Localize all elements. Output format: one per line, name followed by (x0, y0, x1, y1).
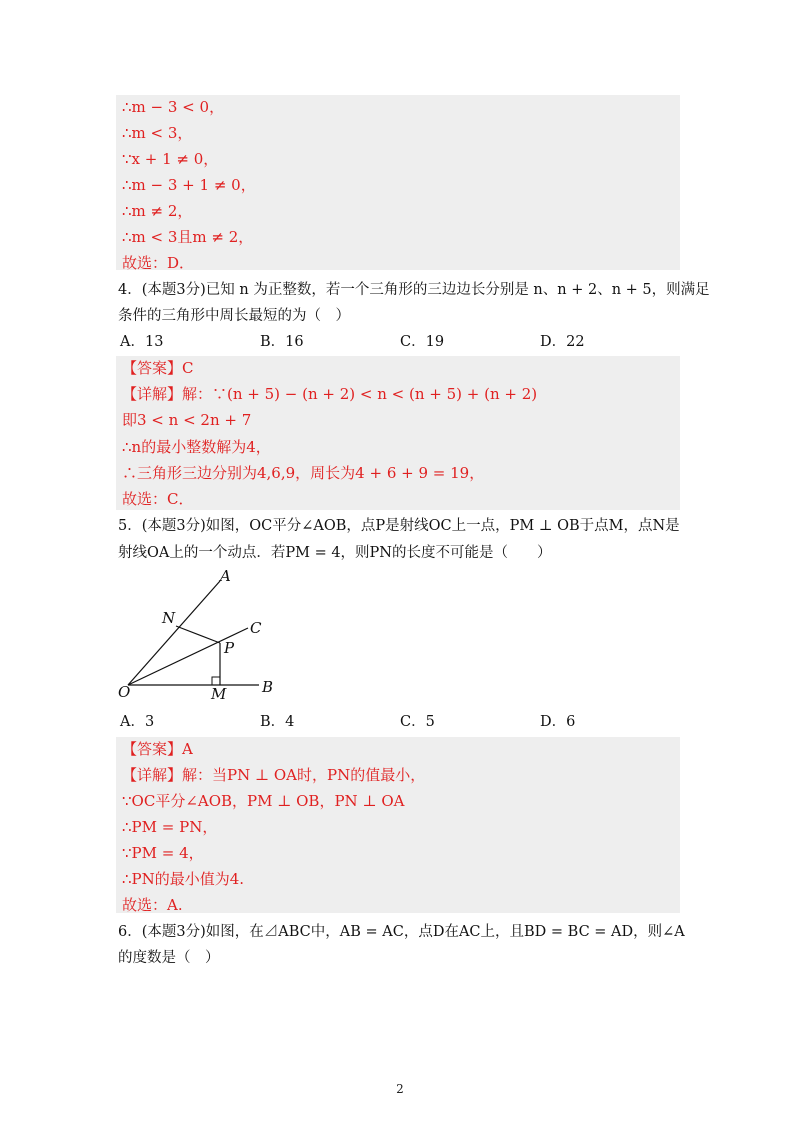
solution-line: 故选：D． (122, 254, 195, 272)
label-p: P (224, 639, 235, 657)
q5-option-b: B．4 (260, 714, 295, 730)
q5-detail-line: ∵OC平分∠AOB，PM ⊥ OB，PN ⊥ OA (122, 792, 405, 810)
q4-stem-line1: 4．(本题3分)已知 n 为正整数，若一个三角形的三边边长分别是 n、n + 2、n + 5，则满足 (118, 282, 710, 298)
right-angle-marker (212, 677, 220, 685)
solution-line: ∴m − 3 + 1 ≠ 0， (122, 176, 256, 194)
q4-detail-line: ∴三角形三边分别为4,6,9，周长为4 + 6 + 9 = 19， (122, 464, 485, 482)
q5-detail-line: ∴PM = PN， (122, 818, 218, 836)
label-b: B (262, 678, 274, 696)
segment-pn (176, 626, 220, 643)
ray-oa (128, 581, 220, 685)
q5-detail-line: ∵PM = 4， (122, 844, 204, 862)
q4-detail-line: 故选：C． (122, 490, 194, 508)
q4-option-c: C．19 (400, 334, 445, 350)
q4-option-b: B．16 (260, 334, 304, 350)
solution-line: ∴m − 3 < 0， (122, 98, 225, 116)
page-number: 2 (396, 1082, 404, 1096)
label-c: C (250, 619, 262, 637)
q5-stem-line1: 5．(本题3分)如图，OC平分∠AOB，点P是射线OC上一点，PM ⊥ OB于点M，点N是 (118, 518, 680, 534)
q4-detail-line: 【详解】解：∵(n + 5) − (n + 2) < n < (n + 5) + (n + 2) (122, 385, 538, 403)
q4-option-d: D．22 (540, 334, 585, 350)
q6-stem-line1: 6．(本题3分)如图，在⊿ABC中，AB = AC，点D在AC上，且BD = BC = AD，则∠A (118, 924, 685, 940)
q5-answer: 【答案】A (122, 740, 193, 758)
q4-detail-line: 即3 < n < 2n + 7 (122, 411, 252, 429)
solution-line: ∴m ≠ 2， (122, 202, 193, 220)
solution-line: ∵x + 1 ≠ 0， (122, 150, 219, 168)
q4-answer-block (116, 356, 680, 510)
label-m: M (211, 685, 227, 703)
q5-detail-line: ∴PN的最小值为4. (122, 870, 245, 888)
q4-option-a: A．13 (120, 334, 164, 350)
q6-stem-line2: 的度数是（ ） (118, 950, 220, 966)
label-a: A (220, 567, 231, 585)
label-n: N (162, 609, 176, 627)
solution-line: ∴m < 3， (122, 124, 193, 142)
q4-answer: 【答案】C (122, 359, 194, 377)
solution-line: ∴m < 3且m ≠ 2， (122, 228, 254, 246)
q5-option-a: A．3 (120, 714, 155, 730)
q5-option-c: C．5 (400, 714, 435, 730)
q5-detail-line: 故选：A. (122, 896, 183, 914)
label-o: O (118, 683, 131, 701)
q5-stem-line2: 射线OA上的一个动点．若PM = 4，则PN的长度不可能是（ ） (118, 545, 552, 561)
q5-geometry-figure (116, 565, 296, 705)
q5-option-d: D．6 (540, 714, 576, 730)
q4-stem-line2: 条件的三角形中周长最短的为（ ） (118, 308, 350, 324)
q4-detail-line: ∴n的最小整数解为4， (122, 438, 271, 456)
q5-detail-line: 【详解】解：当PN ⊥ OA时，PN的值最小， (122, 766, 426, 784)
